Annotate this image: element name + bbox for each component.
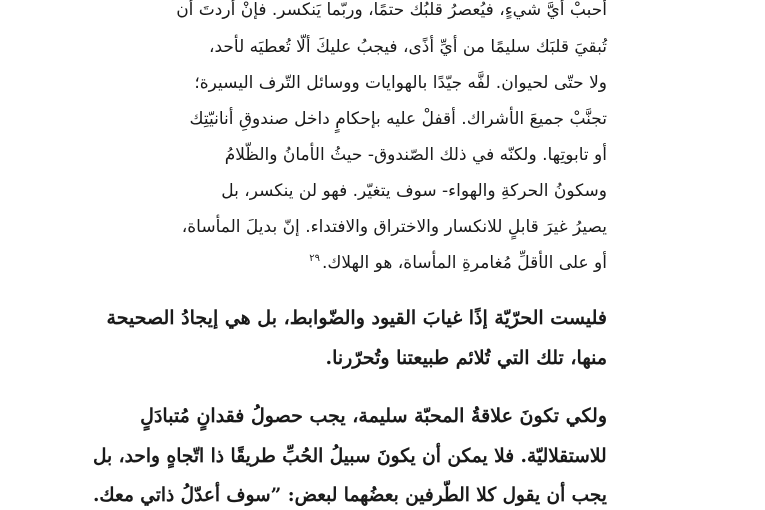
quote-line: وسكونُ الحركةِ والهواء- سوف يتغيّر. فهو لن ينكسر، بل: [221, 181, 607, 201]
quote-line: أحببْ أيَّ شيءٍ، فيُعصرُ قلبُك حتمًا، وربّما يَنكسر. فإنْ أردتَ أن: [176, 0, 607, 20]
paragraph-line: فليست الحرّيّة إذًا غيابَ القيود والضّوابط، بل هي إيجادُ الصحيحة: [106, 307, 607, 329]
quote-line: يصيرُ غيرَ قابلٍ للانكسار والاختراق والافتداء. إنّ بديلَ المأساة،: [181, 217, 607, 237]
paragraph-line: يجب أن يقول كلا الطّرفين بعضُهما لبعض: ”سوف أعدّلُ ذاتي معك.: [93, 484, 607, 506]
quote-line-last: [309, 253, 607, 273]
paragraph-line: للاستقلاليّة. فلا يمكن أن يكونَ سبيلُ الحُبِّ طريقًا ذا اتّجاهٍ واحد، بل: [93, 445, 607, 467]
quote-line: تجنَّبْ جميعَ الأشراك. أقفلْ عليه بإحكامٍ داخل صندوقِ أنانيّتِك: [189, 109, 607, 129]
paragraph-line: منها، تلك التي تُلائم طبيعتنا وتُحرّرنا.: [325, 347, 607, 369]
quote-line: تُبقيَ قلبَك سليمًا من أيِّ أذًى، فيجبُ عليكَ ألّا تُعطيَه لأحد،: [208, 37, 607, 57]
quote-line: أو تابوتِها. ولكنّه في ذلك الصّندوق- حيثُ الأمانُ والظّلامُ: [224, 145, 607, 165]
quote-last-text: أو على الأقلِّ مُغامرةِ المأساة، هو الهلاك.: [321, 253, 607, 273]
footnote-marker: ٢٩: [309, 253, 320, 265]
quote-line: ولا حتّى لحيوان. لفَّه جيّدًا بالهوايات ووسائل التّرف اليسيرة؛: [194, 73, 607, 93]
paragraph-line: ولكي تكونَ علاقةُ المحبّة سليمة، يجب حصولُ فقدانٍ مُتبادَلٍ: [140, 405, 607, 427]
